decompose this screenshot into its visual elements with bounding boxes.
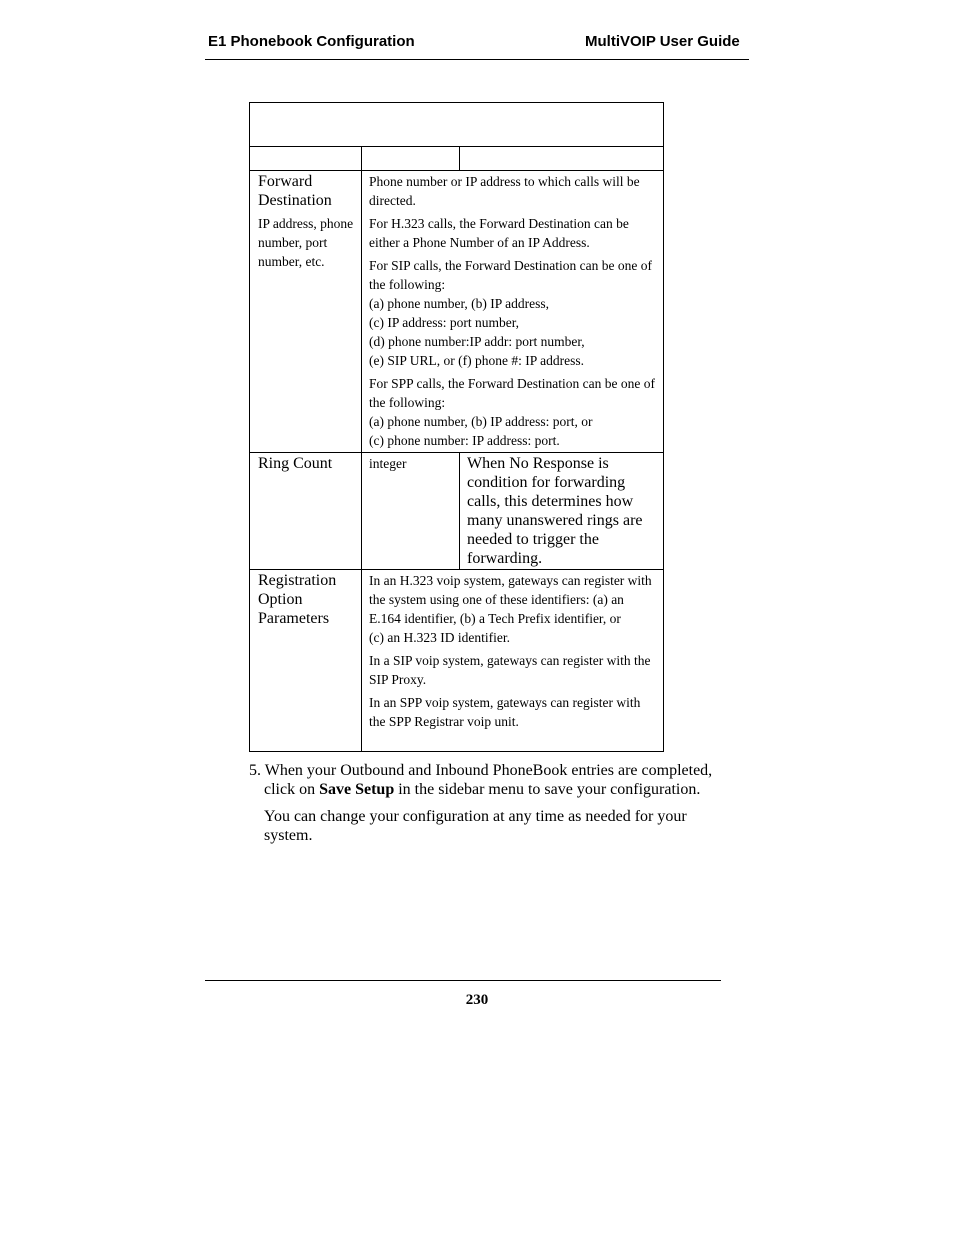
running-header-title: MultiVOIP User Guide xyxy=(585,33,740,50)
table-row xyxy=(250,171,663,453)
spp-options xyxy=(369,374,657,450)
field-name: Ring Count xyxy=(258,455,333,472)
field-description-cell xyxy=(362,171,663,452)
field-name: Registration Option Parameters xyxy=(258,572,337,627)
running-header-section: E1 Phonebook Configuration xyxy=(208,33,415,50)
field-values: IP address, phone number, port number, etc. xyxy=(258,216,354,269)
page-number: 230 xyxy=(465,992,489,1008)
field-name-cell xyxy=(250,570,362,751)
option-line: (e) SIP URL, or (f) phone #: IP address. xyxy=(369,353,584,368)
field-type: integer xyxy=(369,456,407,471)
table-header-cell xyxy=(362,147,460,170)
footer-rule xyxy=(205,980,721,981)
description-text: For SIP calls, the Forward Destination can be one of the following: xyxy=(369,258,652,292)
option-line: (a) phone number, (b) IP address: port, or xyxy=(369,414,593,429)
table-row xyxy=(250,453,663,570)
description-text: (c) an H.323 ID identifier. xyxy=(369,630,510,645)
step-5 xyxy=(249,761,729,799)
table-title xyxy=(250,103,663,147)
save-setup-label: Save Setup xyxy=(319,781,395,798)
description-text: For SPP calls, the Forward Destination can be one of the following: xyxy=(369,376,655,410)
description-text: In a SIP voip system, gateways can register with the SIP Proxy. xyxy=(369,653,651,687)
description-text: Phone number or IP address to which calls will be directed. xyxy=(369,174,640,208)
step-text: When your Outbound and Inbound PhoneBook entries are completed, click on xyxy=(264,762,713,798)
table-header-cell xyxy=(460,147,663,170)
table-row xyxy=(250,570,663,751)
step-text: in the sidebar menu to save your configuration. xyxy=(398,781,701,798)
closing-paragraph: You can change your configuration at any time as needed for your system. xyxy=(264,808,687,844)
description-text: In an H.323 voip system, gateways can register with the system using one of these identifiers: (a) an E.164 identifier, (b) a Tech Prefix identifier, or xyxy=(369,573,652,626)
field-name: Forward Destination xyxy=(258,173,332,209)
option-line: (a) phone number, (b) IP address, xyxy=(369,296,550,311)
option-line: (c) IP address: port number, xyxy=(369,315,520,330)
sip-options xyxy=(369,256,657,370)
table-header-cell xyxy=(250,147,362,170)
field-description-cell xyxy=(362,570,663,751)
header-rule xyxy=(205,59,749,60)
option-line: (c) phone number: IP address: port. xyxy=(369,433,560,448)
description-text: For H.323 calls, the Forward Destination can be either a Phone Number of an IP Address. xyxy=(369,216,629,250)
field-table xyxy=(249,102,664,752)
option-line: (d) phone number:IP addr: port number, xyxy=(369,334,585,349)
description-text: In an SPP voip system, gateways can register with the SPP Registrar voip unit. xyxy=(369,695,641,729)
field-name-cell xyxy=(250,453,362,569)
field-description-cell xyxy=(460,453,663,569)
description-text: When No Response is condition for forwarding calls, this determines how many unanswered rings are needed to trigger the forwarding. xyxy=(467,455,643,567)
table-header-row xyxy=(250,147,663,171)
step-number: 5. xyxy=(249,762,261,779)
body-text xyxy=(249,761,729,845)
field-type-cell xyxy=(362,453,460,569)
field-name-cell xyxy=(250,171,362,452)
